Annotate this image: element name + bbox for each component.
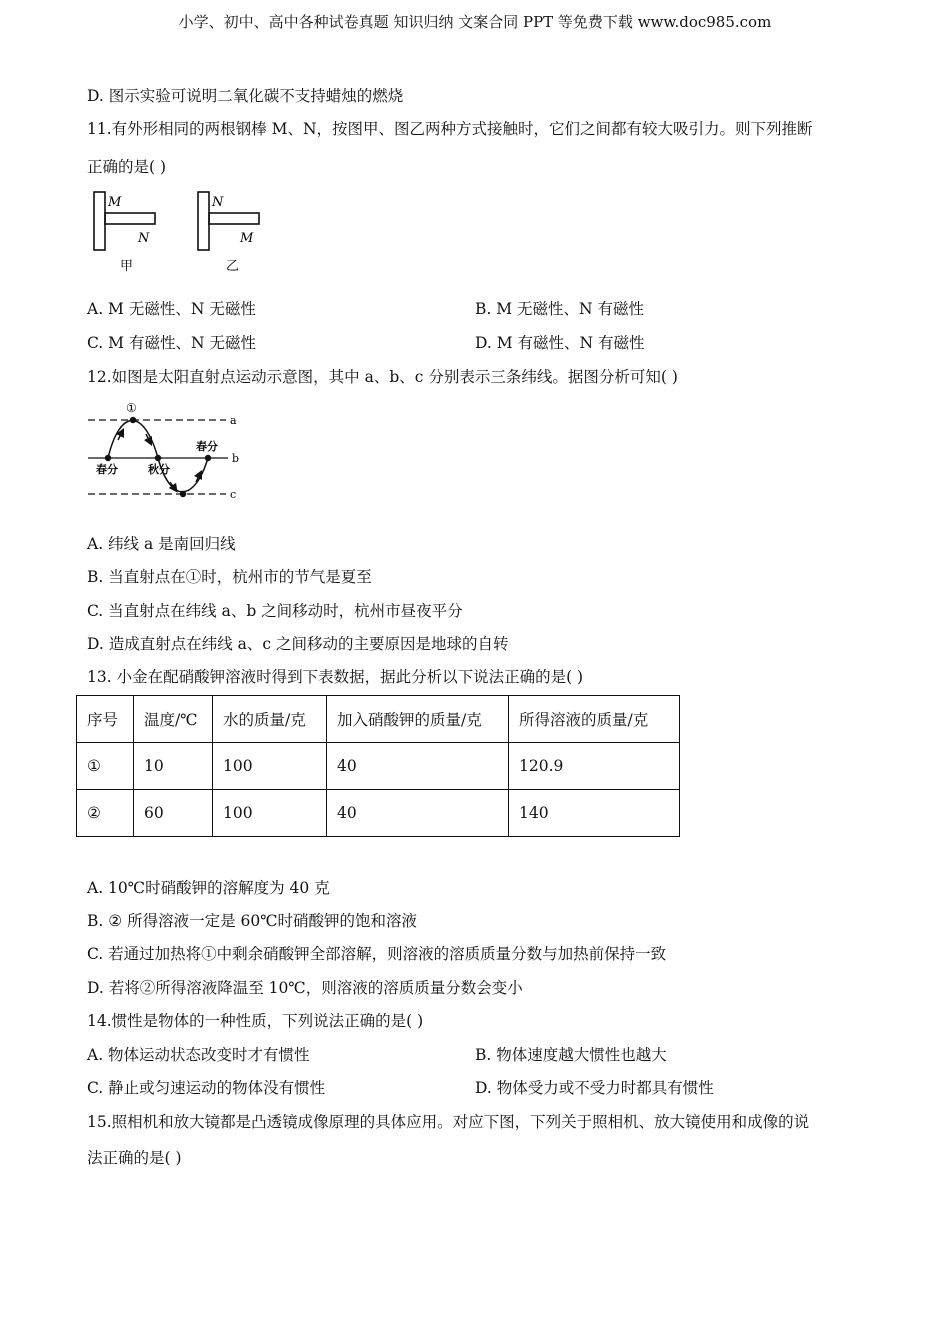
fig2-label-top: N: [212, 195, 224, 210]
q13-option-c: C. 若通过加热将①中剩余硝酸钾全部溶解，则溶液的溶质质量分数与加热前保持一致: [87, 945, 667, 963]
table-cell: ①: [77, 743, 134, 790]
bar-m-fig2: [209, 213, 259, 224]
table-header-row: [77, 696, 680, 743]
table-cell: 100: [213, 743, 327, 790]
table-cell: 40: [327, 790, 509, 837]
q10-option-d: D. 图示实验可说明二氧化碳不支持蜡烛的燃烧: [87, 87, 404, 105]
q11-stem-line2: 正确的是( ): [87, 158, 167, 176]
q12-option-c: C. 当直射点在纬线 a、b 之间移动时，杭州市昼夜平分: [87, 602, 463, 620]
q11-option-d: D. M 有磁性、N 有磁性: [475, 334, 645, 352]
q14-option-b: B. 物体速度越大惯性也越大: [475, 1046, 667, 1064]
table-header-cell: 所得溶液的质量/克: [509, 696, 680, 743]
q12-option-d: D. 造成直射点在纬线 a、c 之间移动的主要原因是地球的自转: [87, 635, 509, 653]
label-autumn: 秋分: [148, 463, 170, 476]
q13-option-b: B. ② 所得溶液一定是 60℃时硝酸钾的饱和溶液: [87, 912, 418, 930]
label-point-1: ①: [126, 401, 137, 415]
label-c: c: [230, 488, 237, 501]
table-header-cell: 水的质量/克: [213, 696, 327, 743]
table-header-cell: 序号: [77, 696, 134, 743]
q12-option-b: B. 当直射点在①时，杭州市的节气是夏至: [87, 568, 372, 586]
fig1-caption: 甲: [120, 259, 134, 274]
q11-magnet-figure: [88, 190, 268, 278]
table-header-cell: 加入硝酸钾的质量/克: [327, 696, 509, 743]
table-row: [77, 743, 680, 790]
q15-stem-line1: 15.照相机和放大镜都是凸透镜成像原理的具体应用。对应下图，下列关于照相机、放大镜使用和成像的说: [87, 1113, 810, 1131]
fig1-label-bottom: N: [138, 231, 150, 246]
bar-n-fig1: [105, 213, 155, 224]
table-cell: 140: [509, 790, 680, 837]
table-cell: 60: [134, 790, 213, 837]
q14-stem: 14.惯性是物体的一种性质，下列说法正确的是( ): [87, 1012, 424, 1030]
q14-option-d: D. 物体受力或不受力时都具有惯性: [475, 1079, 714, 1097]
fig2-caption: 乙: [226, 259, 240, 274]
point-1: [130, 417, 136, 423]
page-header: 小学、初中、高中各种试卷真题 知识归纳 文案合同 PPT 等免费下载 www.doc985.com: [178, 13, 772, 31]
point-spring-left: [105, 455, 111, 461]
q14-option-a: A. 物体运动状态改变时才有惯性: [87, 1046, 310, 1064]
q12-option-a: A. 纬线 a 是南回归线: [87, 535, 236, 553]
label-a: a: [230, 414, 237, 427]
q13-option-a: A. 10℃时硝酸钾的溶解度为 40 克: [87, 879, 330, 897]
point-spring-right: [205, 455, 211, 461]
bar-m-fig1: [94, 192, 105, 250]
q12-sun-path-figure: [86, 398, 246, 503]
table-cell: ②: [77, 790, 134, 837]
bar-n-fig2: [198, 192, 209, 250]
point-autumn: [155, 455, 161, 461]
table-cell: 120.9: [509, 743, 680, 790]
table-cell: 10: [134, 743, 213, 790]
q11-option-b: B. M 无磁性、N 有磁性: [475, 300, 645, 318]
q12-stem: 12.如图是太阳直射点运动示意图，其中 a、b、c 分别表示三条纬线。据图分析可知( ): [87, 368, 678, 386]
table-row: [77, 790, 680, 837]
point-winter: [180, 491, 186, 497]
fig1-label-top: M: [108, 195, 122, 210]
label-spring-left: 春分: [96, 463, 118, 476]
label-spring-right: 春分: [196, 440, 218, 453]
fig2-label-bottom: M: [240, 231, 254, 246]
q14-option-c: C. 静止或匀速运动的物体没有惯性: [87, 1079, 326, 1097]
table-cell: 40: [327, 743, 509, 790]
q11-option-c: C. M 有磁性、N 无磁性: [87, 334, 256, 352]
q13-option-d: D. 若将②所得溶液降温至 10℃，则溶液的溶质质量分数会变小: [87, 979, 523, 997]
label-b: b: [232, 452, 240, 465]
q13-data-table: [76, 695, 680, 837]
q13-stem: 13. 小金在配硝酸钾溶液时得到下表数据，据此分析以下说法正确的是( ): [87, 668, 584, 686]
table-cell: 100: [213, 790, 327, 837]
q11-option-a: A. M 无磁性、N 无磁性: [87, 300, 256, 318]
table-header-cell: 温度/℃: [134, 696, 213, 743]
q15-stem-line2: 法正确的是( ): [87, 1149, 182, 1167]
q11-stem-line1: 11.有外形相同的两根钢棒 M、N，按图甲、图乙两种方式接触时，它们之间都有较大吸引力。则下列推断: [87, 120, 813, 138]
